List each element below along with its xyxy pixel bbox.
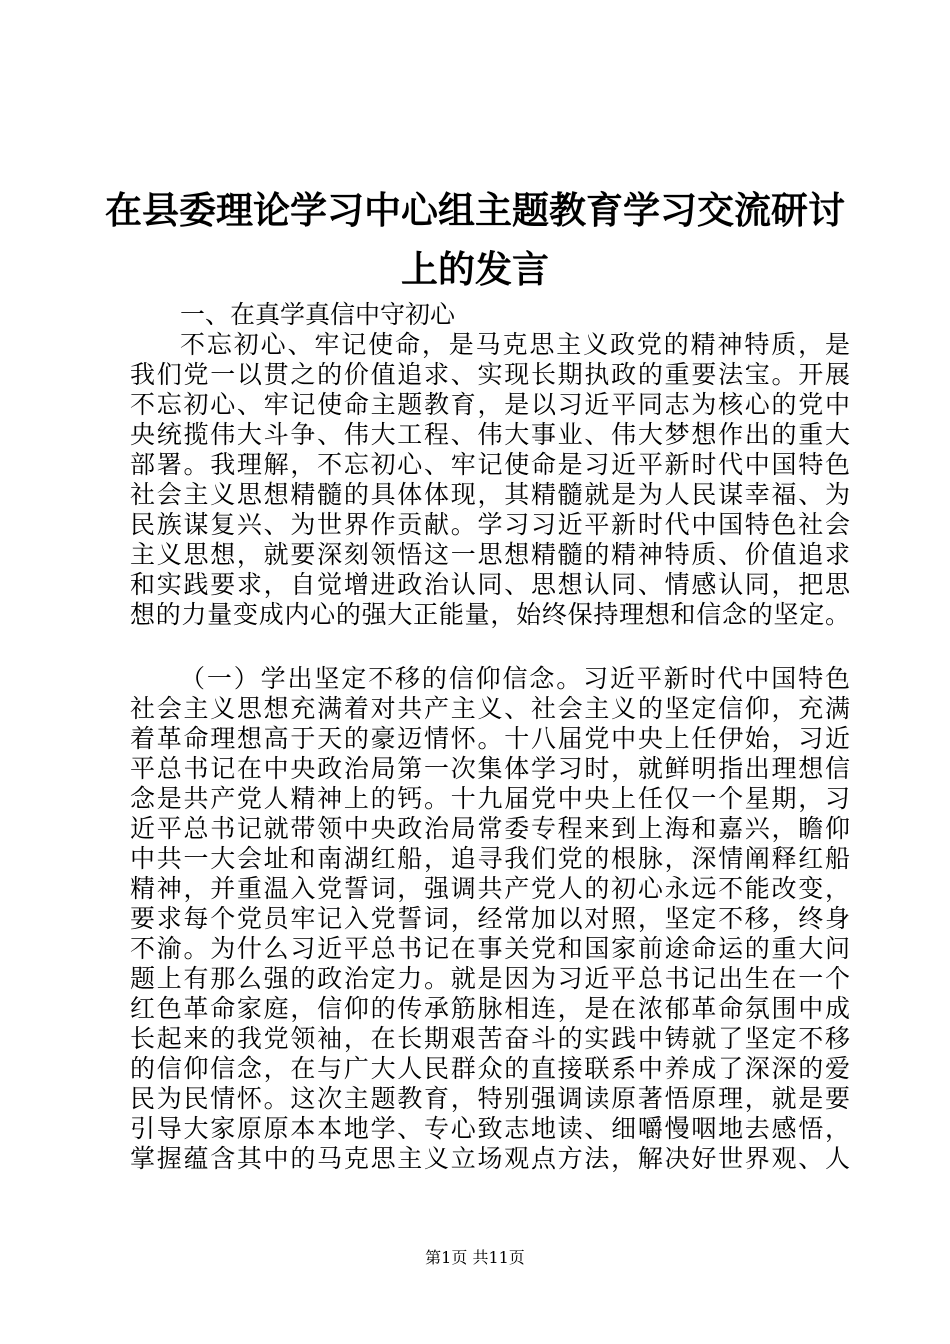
- section-heading: 一、在真学真信中守初心: [180, 300, 456, 329]
- paragraph-line: 要求每个党员牢记入党誓词，经常加以对照，坚定不移，终身: [130, 904, 850, 933]
- paragraph-line: 和实践要求，自觉增进政治认同、思想认同、情感认同，把思: [130, 570, 850, 599]
- paragraph-line: 不忘初心、牢记使命，是马克思主义政党的精神特质，是: [180, 330, 850, 359]
- paragraph-line: （一）学出坚定不移的信仰信念。习近平新时代中国特色: [180, 664, 850, 693]
- paragraph-line: 央统揽伟大斗争、伟大工程、伟大事业、伟大梦想作出的重大: [130, 420, 850, 449]
- paragraph-line: 民为民情怀。这次主题教育，特别强调读原著悟原理，就是要: [130, 1084, 850, 1113]
- paragraph-line: 引导大家原原本本地学、专心致志地读、细嚼慢咽地去感悟，: [130, 1114, 850, 1143]
- paragraph-line: 民族谋复兴、为世界作贡献。学习习近平新时代中国特色社会: [130, 510, 850, 539]
- page-footer: 第1页 共11页: [425, 1248, 525, 1267]
- paragraph-1: [130, 330, 850, 630]
- paragraph-line: 平总书记在中央政治局第一次集体学习时，就鲜明指出理想信: [130, 754, 850, 783]
- paragraph-line: 社会主义思想充满着对共产主义、社会主义的坚定信仰，充满: [130, 694, 850, 723]
- paragraph-line: 想的力量变成内心的强大正能量，始终保持理想和信念的坚定。: [130, 600, 850, 629]
- paragraph-2: [130, 664, 850, 1174]
- paragraph-line: 主义思想，就要深刻领悟这一思想精髓的精神特质、价值追求: [130, 540, 850, 569]
- paragraph-line: 中共一大会址和南湖红船，追寻我们党的根脉，深情阐释红船: [130, 844, 850, 873]
- paragraph-line: 部署。我理解，不忘初心、牢记使命是习近平新时代中国特色: [130, 450, 850, 479]
- paragraph-line: 近平总书记就带领中央政治局常委专程来到上海和嘉兴，瞻仰: [130, 814, 850, 843]
- paragraph-line: 我们党一以贯之的价值追求、实现长期执政的重要法宝。开展: [130, 360, 850, 389]
- document-title-line-1: 在县委理论学习中心组主题教育学习交流研讨: [105, 189, 845, 232]
- paragraph-line: 不渝。为什么习近平总书记在事关党和国家前途命运的重大问: [130, 934, 850, 963]
- paragraph-line: 不忘初心、牢记使命主题教育，是以习近平同志为核心的党中: [130, 390, 850, 419]
- paragraph-line: 的信仰信念，在与广大人民群众的直接联系中养成了深深的爱: [130, 1054, 850, 1083]
- paragraph-line: 念是共产党人精神上的钙。十九届党中央上任仅一个星期，习: [130, 784, 850, 813]
- paragraph-line: 掌握蕴含其中的马克思主义立场观点方法，解决好世界观、人: [130, 1144, 850, 1173]
- paragraph-line: 题上有那么强的政治定力。就是因为习近平总书记出生在一个: [130, 964, 850, 993]
- paragraph-line: 精神，并重温入党誓词，强调共产党人的初心永远不能改变，: [130, 874, 850, 903]
- document-title-line-2: 上的发言: [401, 248, 549, 291]
- paragraph-line: 红色革命家庭，信仰的传承筋脉相连，是在浓郁革命氛围中成: [130, 994, 850, 1023]
- paragraph-line: 社会主义思想精髓的具体体现，其精髓就是为人民谋幸福、为: [130, 480, 850, 509]
- paragraph-line: 长起来的我党领袖，在长期艰苦奋斗的实践中铸就了坚定不移: [130, 1024, 850, 1053]
- paragraph-line: 着革命理想高于天的豪迈情怀。十八届党中央上任伊始，习近: [130, 724, 850, 753]
